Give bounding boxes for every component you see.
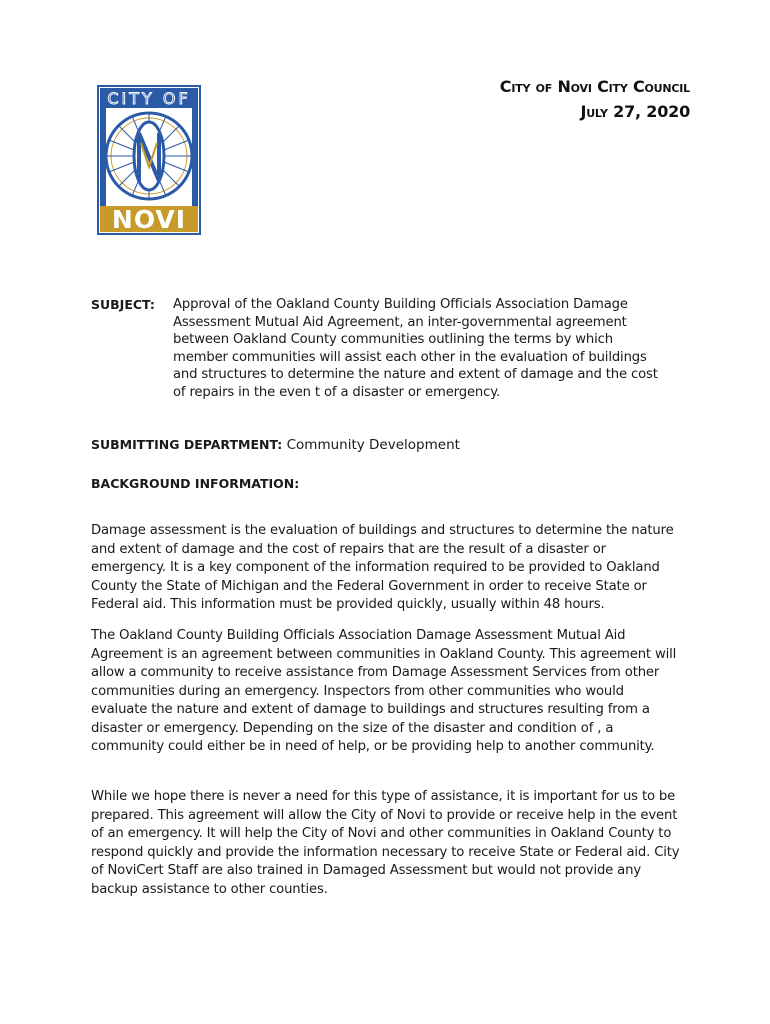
- background-paragraph-2: The Oakland County Building Officials Association Damage Assessment Mutual Aid Agreement is an agreement between communities in Oakland County. This agreement will allow a community to receive assistance from Damage Assessment Services from other communities during an emergency. Inspectors from other communities who would evaluate the nature and extent of damage to buildings and structures resulting from a disaster or emergency. Depending on the size of the disaster and condition of , a community could either be in need of help, or be providing help to another community.: [91, 628, 677, 754]
- subject-text: Approval of the Oakland County Building Officials Association Damage Assessment Mutual Aid Agreement, an inter-governmental agreement between Oakland County communities outlining the terms by which member communities will assist each other in the evaluation of buildings and structures to determine the nature and extent of damage and the cost of repairs in the even t of a disaster or emergency.: [173, 297, 658, 400]
- submitting-department: [91, 436, 460, 454]
- department-value: Community Development: [286, 437, 460, 453]
- background-paragraph-3: While we hope there is never a need for this type of assistance, it is important for us to be prepared. This agreement will allow the City of Novi to provide or receive help in the event of an emergency. It will help the City of Novi and other communities in Oakland County to respond quickly and provide the information necessary to receive State or Federal aid. City of NoviCert Staff are also trained in Damaged Assessment but would not provide any backup assistance to other counties.: [91, 789, 680, 897]
- svg-text:CITY OF: CITY OF: [107, 89, 191, 108]
- council-title: City of Novi City Council: [499, 77, 690, 96]
- meeting-date: July 27, 2020: [580, 102, 690, 121]
- document-header: [500, 74, 690, 124]
- subject-label: SUBJECT:: [91, 297, 155, 312]
- city-of-novi-logo: [97, 85, 201, 235]
- background-heading: BACKGROUND INFORMATION:: [91, 476, 300, 491]
- svg-text:NOVI: NOVI: [111, 205, 187, 234]
- background-paragraph-1: Damage assessment is the evaluation of buildings and structures to determine the nature and extent of damage and the cost of repairs that are the result of a disaster or emergency. It is a key component of the information required to be provided to Oakland County the State of Michigan and the Federal Government in order to receive State or Federal aid. This information must be provided quickly, usually within 48 hours.: [91, 523, 674, 612]
- department-label: SUBMITTING DEPARTMENT:: [91, 437, 283, 452]
